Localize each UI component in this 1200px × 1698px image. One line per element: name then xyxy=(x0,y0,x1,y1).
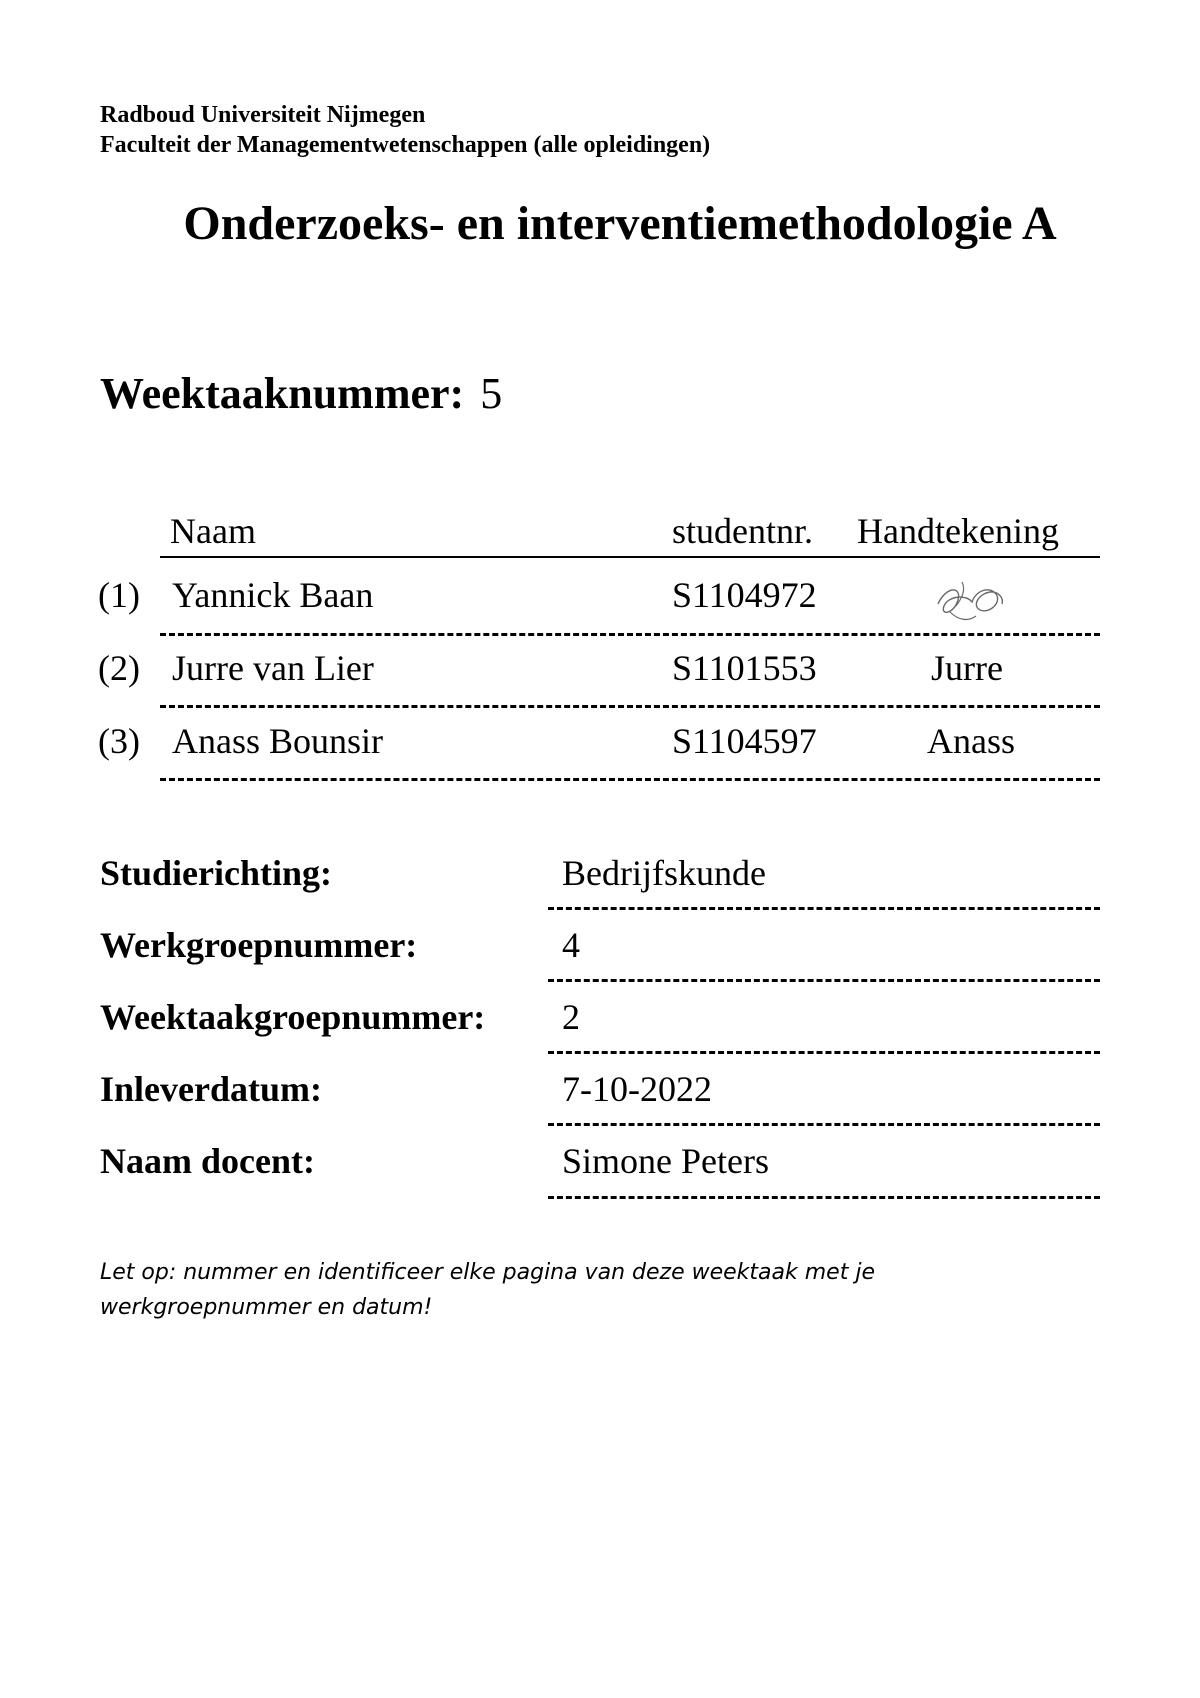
weektaak-label: Weektaaknummer: xyxy=(100,369,465,418)
weektaak-line xyxy=(100,368,502,419)
field-value: 4 xyxy=(562,925,580,965)
member-signature: Anass xyxy=(927,721,1015,761)
row-index: (3) xyxy=(98,721,140,761)
field-label: Inleverdatum: xyxy=(100,1069,322,1109)
document-title: Onderzoeks- en interventiemethodologie A xyxy=(183,197,1057,250)
field-value: 2 xyxy=(562,997,580,1037)
field-label: Werkgroepnummer: xyxy=(100,925,418,965)
row-divider xyxy=(160,778,1100,781)
table-header-underline xyxy=(160,556,1100,558)
row-index: (2) xyxy=(98,648,140,688)
row-index: (1) xyxy=(98,575,140,615)
field-value: Bedrijfskunde xyxy=(562,853,766,893)
member-student-nr: S1101553 xyxy=(672,648,817,688)
member-name: Jurre van Lier xyxy=(172,648,374,688)
member-student-nr: S1104597 xyxy=(672,721,817,761)
field-underline xyxy=(548,979,1100,982)
column-header-signature: Handtekening xyxy=(857,511,1059,551)
member-student-nr: S1104972 xyxy=(672,575,817,615)
weektaak-number: 5 xyxy=(480,369,503,418)
field-label: Naam docent: xyxy=(100,1141,315,1181)
member-name: Yannick Baan xyxy=(172,575,374,615)
faculty-name: Faculteit der Managementwetenschappen (alle opleidingen) xyxy=(100,132,711,158)
row-divider xyxy=(160,633,1100,636)
field-value: 7-10-2022 xyxy=(562,1069,712,1109)
column-header-name: Naam xyxy=(170,511,256,551)
university-name: Radboud Universiteit Nijmegen xyxy=(100,102,426,128)
field-label: Studierichting: xyxy=(100,853,333,893)
field-underline xyxy=(548,907,1100,910)
instruction-note: Let op: nummer en identificeer elke pagina van deze weektaak met je werkgroepnummer en datum! xyxy=(100,1260,875,1320)
row-divider xyxy=(160,705,1100,708)
column-header-student-nr: studentnr. xyxy=(672,511,813,551)
field-underline xyxy=(548,1123,1100,1126)
field-value: Simone Peters xyxy=(562,1141,769,1181)
member-name: Anass Bounsir xyxy=(172,721,384,761)
handwritten-signature xyxy=(932,576,1012,628)
member-signature: Jurre xyxy=(931,648,1003,688)
field-label: Weektaakgroepnummer: xyxy=(100,997,486,1037)
field-underline xyxy=(548,1196,1100,1199)
field-underline xyxy=(548,1051,1100,1054)
